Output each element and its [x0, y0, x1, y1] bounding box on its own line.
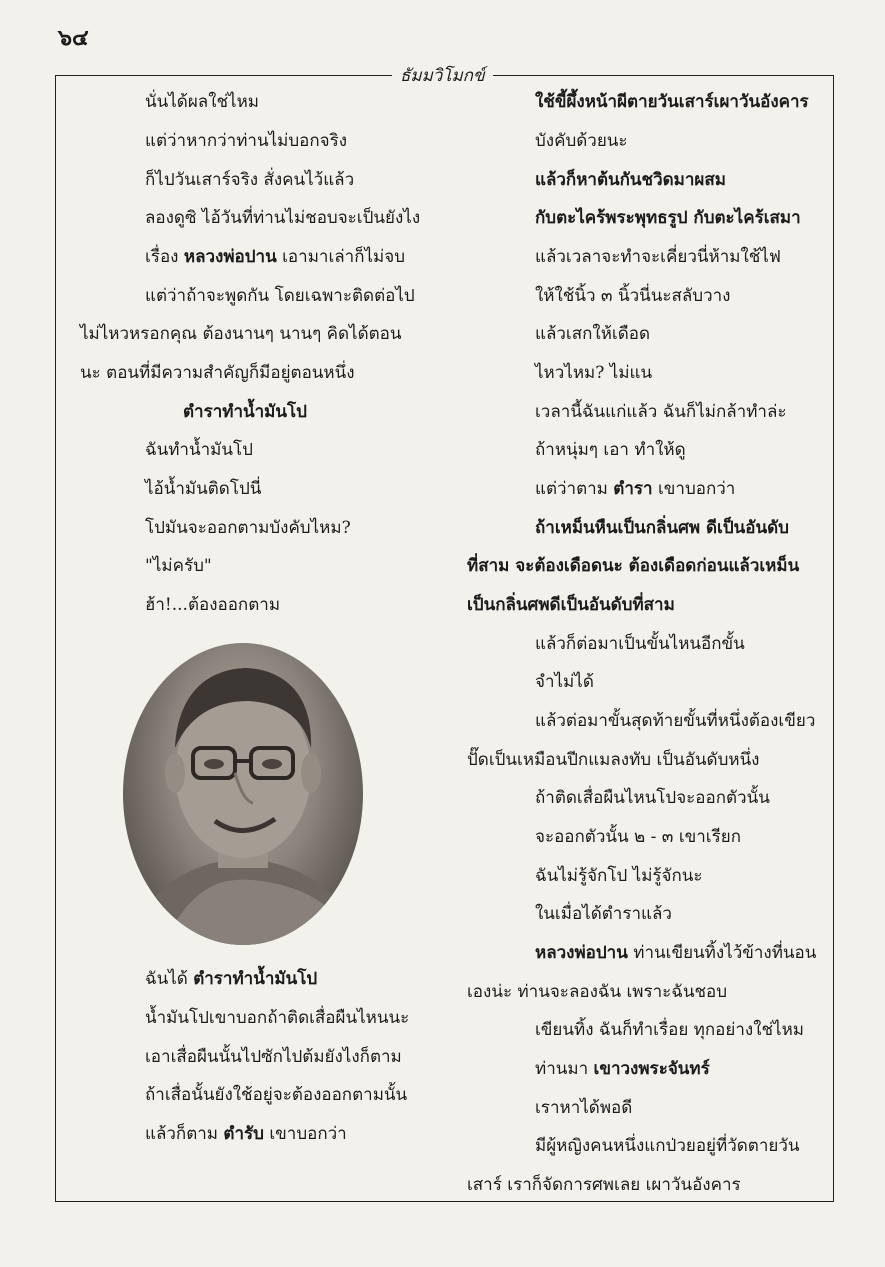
right-line-11-text: ตำรา	[613, 479, 653, 499]
left-line-18	[145, 1084, 407, 1106]
right-line-21	[535, 865, 703, 887]
monk-portrait-photo	[123, 643, 363, 945]
right-line-21-text: ฉันไม่รู้จักโป ไม่รู้จักนะ	[535, 866, 703, 886]
right-line-27	[535, 1097, 632, 1119]
left-line-19	[145, 1123, 347, 1145]
right-line-29-text: เสาร์ เราก็จัดการศพเลย เผาวันอังคาร	[467, 1175, 741, 1195]
right-line-19	[535, 787, 770, 809]
right-line-24-text: เองน่ะ ท่านจะลองฉัน เพราะฉันชอบ	[467, 982, 728, 1002]
right-line-1-text: ใช้ขี้ผึ้งหน้าผีตายวันเสาร์เผาวันอังคาร	[535, 92, 809, 112]
right-line-26	[535, 1058, 710, 1080]
left-line-2	[145, 130, 347, 152]
left-line-18-text: ถ้าเสื่อนั้นยังใช้อยู่จะต้องออกตามนั้น	[145, 1085, 408, 1105]
right-line-29	[467, 1174, 741, 1196]
right-line-7-text: แล้วเสกให้เดือด	[535, 324, 651, 344]
right-line-5-text: แล้วเวลาจะทำจะเคี่ยวนี่ห้ามใช้ไฟ	[535, 247, 781, 267]
left-line-5	[145, 246, 405, 268]
right-line-28-text: มีผู้หญิงคนหนึ่งแกป่วยอยู่ที่วัดตายวัน	[535, 1136, 800, 1156]
left-line-4-text: ลองดูซิ ไอ้วันที่ท่านไม่ชอบจะเป็นยังไง	[145, 208, 421, 228]
right-line-3-text: แล้วก็หาต้นกันชวิดมาผสม	[535, 170, 726, 190]
right-line-9	[535, 401, 787, 423]
left-line-15-text: ฉันได้	[145, 969, 194, 989]
right-line-19-text: ถ้าติดเสื่อผืนไหนโปจะออกตัวนั้น	[535, 788, 770, 808]
right-line-4	[535, 207, 801, 229]
right-line-11-text: แต่ว่าตาม	[535, 479, 614, 499]
right-line-3	[535, 169, 726, 191]
left-line-17	[145, 1046, 402, 1068]
left-line-1-text: นั่นได้ผลใช่ไหม	[145, 92, 260, 112]
left-line-3-text: ก็ไปวันเสาร์จริง สั่งคนไว้แล้ว	[145, 170, 355, 190]
left-line-14	[145, 594, 280, 616]
left-line-12-text: โปมันจะออกตามบังคับไหม?	[145, 518, 351, 538]
right-line-15-text: แล้วก็ต่อมาเป็นขั้นไหนอีกขั้น	[535, 634, 745, 654]
left-line-9	[183, 401, 307, 423]
right-line-8-text: ไหวไหม? ไม่แน	[535, 363, 653, 383]
right-line-27-text: เราหาได้พอดี	[535, 1098, 633, 1118]
right-line-18-text: ปั๊ดเป็นเหมือนปีกแมลงทับ เป็นอันดับหนึ่ง	[467, 750, 760, 770]
left-line-14-text: ฮ้า!...ต้องออกตาม	[145, 595, 281, 615]
right-line-9-text: เวลานี้ฉันแก่แล้ว ฉันก็ไม่กล้าทำล่ะ	[535, 402, 787, 422]
left-line-12	[145, 517, 351, 539]
left-line-13-text: "ไม่ครับ"	[145, 556, 212, 576]
right-line-15	[535, 633, 745, 655]
right-line-12-text: ถ้าเหม็นหืนเป็นกลิ่นศพ ดีเป็นอันดับ	[535, 518, 789, 538]
left-line-13	[145, 555, 212, 577]
right-line-13	[467, 555, 799, 577]
left-line-11-text: ไอ้น้ำมันติดโปนี่	[145, 479, 262, 499]
right-line-12	[535, 517, 789, 539]
right-line-24	[467, 981, 727, 1003]
left-line-7-text: ไม่ไหวหรอกคุณ ต้องนานๆ นานๆ คิดได้ตอน	[80, 324, 402, 344]
right-line-26-text: เขาวงพระจันทร์	[593, 1059, 710, 1079]
left-line-10-text: ฉันทำน้ำมันโป	[145, 440, 253, 460]
right-line-2	[535, 130, 628, 152]
left-line-10	[145, 439, 253, 461]
left-line-6-text: แต่ว่าถ้าจะพูดกัน โดยเฉพาะติดต่อไป	[145, 286, 415, 306]
left-line-7	[80, 323, 402, 345]
left-line-11	[145, 478, 261, 500]
left-line-5-text: เอามาเล่าก็ไม่จบ	[276, 247, 406, 267]
right-line-11-text: เขาบอกว่า	[652, 479, 736, 499]
left-line-19-text: แล้วก็ตาม	[145, 1124, 224, 1144]
right-line-22-text: ในเมื่อได้ตำราแล้ว	[535, 904, 672, 924]
right-line-25	[535, 1019, 804, 1041]
left-line-15-text: ตำราทำน้ำมันโป	[193, 969, 318, 989]
left-line-19-text: ตำรับ	[223, 1124, 264, 1144]
right-line-7	[535, 323, 650, 345]
left-line-6	[145, 285, 415, 307]
right-line-16-text: จำไม่ได้	[535, 672, 594, 692]
right-line-5	[535, 246, 781, 268]
right-line-14	[467, 594, 675, 616]
left-line-15	[145, 968, 317, 990]
right-line-6-text: ให้ใช้นิ้ว ๓ นิ้วนี่นะสลับวาง	[535, 286, 731, 306]
right-line-23	[535, 942, 816, 964]
left-line-16-text: น้ำมันโปเขาบอกถ้าติดเสื่อผืนไหนนะ	[145, 1008, 410, 1028]
left-line-17-text: เอาเสื่อผืนนั้นไปซักไปต้มยังไงก็ตาม	[145, 1047, 402, 1067]
right-line-6	[535, 285, 730, 307]
right-line-2-text: บังคับด้วยนะ	[535, 131, 628, 151]
right-line-20-text: จะออกตัวนั้น ๒ - ๓ เขาเรียก	[535, 827, 741, 847]
left-line-8	[80, 362, 355, 384]
right-line-26-text: ท่านมา	[535, 1059, 594, 1079]
right-line-13-text: ที่สาม จะต้องเดือดนะ ต้องเดือดก่อนแล้วเหม็น	[467, 556, 800, 576]
running-header-title: ธัมมวิโมกข์	[392, 62, 493, 89]
right-line-18	[467, 749, 760, 771]
left-line-8-text: นะ ตอนที่มีความสำคัญก็มีอยู่ตอนหนึ่ง	[80, 363, 355, 383]
right-line-1	[535, 91, 809, 113]
left-line-5-text: หลวงพ่อปาน	[183, 247, 277, 267]
page-number: ๖๔	[58, 25, 89, 51]
left-line-3	[145, 169, 354, 191]
left-line-4	[145, 207, 420, 229]
right-line-4-text: กับตะไคร้พระพุทธรูป กับตะไคร้เสมา	[535, 208, 801, 228]
left-line-19-text: เขาบอกว่า	[263, 1124, 347, 1144]
right-line-17-text: แล้วต่อมาขั้นสุดท้ายขั้นที่หนึ่งต้องเขียว	[535, 711, 816, 731]
right-line-10-text: ถ้าหนุ่มๆ เอา ทำให้ดู	[535, 440, 686, 460]
left-line-9-text: ตำราทำน้ำมันโป	[183, 402, 307, 422]
right-line-17	[535, 710, 815, 732]
left-line-16	[145, 1007, 409, 1029]
right-line-14-text: เป็นกลิ่นศพดีเป็นอันดับที่สาม	[467, 595, 675, 615]
right-line-20	[535, 826, 741, 848]
right-line-28	[535, 1135, 800, 1157]
right-line-23-text: หลวงพ่อปาน	[535, 943, 628, 963]
left-line-2-text: แต่ว่าหากว่าท่านไม่บอกจริง	[145, 131, 348, 151]
right-line-11	[535, 478, 735, 500]
right-line-16	[535, 671, 594, 693]
right-line-8	[535, 362, 652, 384]
right-line-10	[535, 439, 686, 461]
left-line-5-text: เรื่อง	[145, 247, 184, 267]
right-line-22	[535, 903, 672, 925]
right-line-23-text: ท่านเขียนทิ้งไว้ข้างที่นอน	[627, 943, 817, 963]
left-line-1	[145, 91, 259, 113]
right-line-25-text: เขียนทิ้ง ฉันก็ทำเรื่อย ทุกอย่างใช่ไหม	[535, 1020, 805, 1040]
